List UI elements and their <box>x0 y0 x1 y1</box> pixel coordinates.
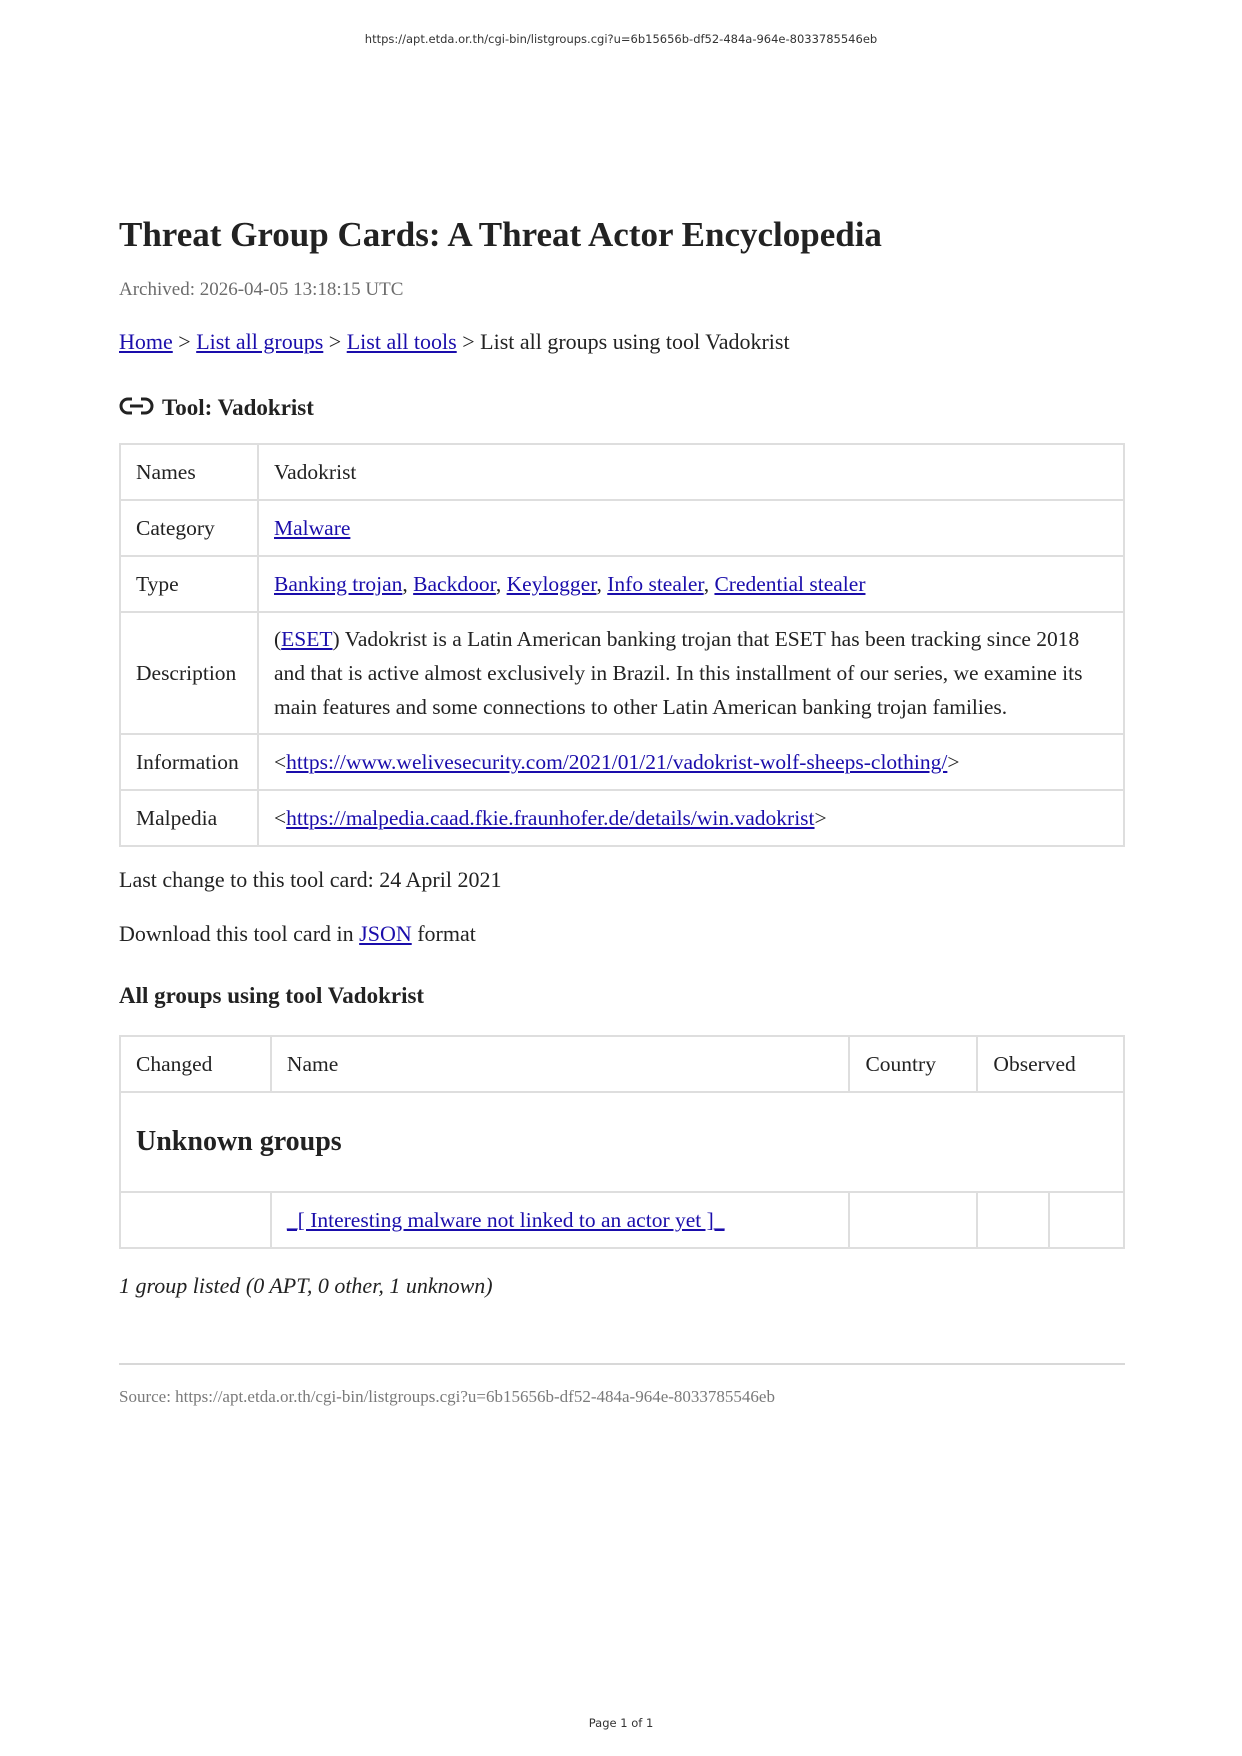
table-row <box>120 790 1124 846</box>
type-separator: , <box>596 572 602 596</box>
breadcrumb-home-link[interactable]: Home <box>119 329 173 354</box>
breadcrumb-separator: > <box>328 329 342 354</box>
category-malware-link[interactable]: Malware <box>274 516 351 540</box>
table-row <box>120 500 1124 556</box>
json-download-link[interactable]: JSON <box>359 921 412 946</box>
section-title-unknown-groups: Unknown groups <box>120 1092 1124 1192</box>
section-row <box>120 1092 1124 1192</box>
table-header-row <box>120 1036 1124 1092</box>
column-header-name: Name <box>271 1036 850 1092</box>
download-line <box>119 919 1125 949</box>
observed-cell <box>977 1192 1048 1248</box>
column-header-country: Country <box>849 1036 977 1092</box>
malpedia-link[interactable]: https://malpedia.caad.fkie.fraunhofer.de/details/win.vadokrist <box>286 806 815 830</box>
download-prefix: Download this tool card in <box>119 921 360 946</box>
malpedia-label: Malpedia <box>120 790 258 846</box>
type-link-keylogger[interactable]: Keylogger <box>506 572 597 596</box>
tool-card-table <box>119 443 1125 847</box>
groups-table <box>119 1035 1125 1249</box>
source-line: Source: https://apt.etda.or.th/cgi-bin/listgroups.cgi?u=6b15656b-df52-484a-964e-8033785546eb <box>119 1387 775 1406</box>
type-link-info-stealer[interactable]: Info stealer <box>607 572 704 596</box>
link-icon <box>119 397 154 415</box>
category-label: Category <box>120 500 258 556</box>
angle-close: > <box>947 750 960 774</box>
group-name-link[interactable]: _[ Interesting malware not linked to an actor yet ]_ <box>286 1208 725 1232</box>
groups-summary: 1 group listed (0 APT, 0 other, 1 unknown) <box>119 1273 493 1298</box>
table-row <box>120 612 1124 734</box>
page-number: Page 1 of 1 <box>588 1716 654 1730</box>
page-title: Threat Group Cards: A Threat Actor Encyclopedia <box>119 215 882 254</box>
changed-cell <box>120 1192 271 1248</box>
type-separator: , <box>495 572 502 596</box>
page-content <box>119 212 1125 1409</box>
information-link[interactable]: https://www.welivesecurity.com/2021/01/21/vadokrist-wolf-sheeps-clothing/ <box>286 750 948 774</box>
description-source-link[interactable]: ESET <box>281 627 333 651</box>
information-cell <box>258 734 1124 790</box>
breadcrumb <box>119 327 1125 357</box>
malpedia-cell <box>258 790 1124 846</box>
breadcrumb-list-tools-link[interactable]: List all tools <box>346 329 457 354</box>
groups-heading: All groups using tool Vadokrist <box>119 983 425 1008</box>
angle-open: < <box>274 750 287 774</box>
description-label: Description <box>120 612 258 734</box>
breadcrumb-current: List all groups using tool Vadokrist <box>480 329 790 354</box>
type-separator: , <box>402 572 408 596</box>
table-row <box>120 444 1124 500</box>
column-header-observed: Observed <box>977 1036 1124 1092</box>
last-change: Last change to this tool card: 24 April 2021 <box>119 867 502 892</box>
type-link-backdoor[interactable]: Backdoor <box>413 572 496 596</box>
description-text: Vadokrist is a Latin American banking trojan that ESET has been tracking since 2018 and that is active almost exclusively in Brazil. In this installment of our series, we examine its main features and some connections to other Latin American banking trojan families. <box>274 627 1083 719</box>
type-link-banking-trojan[interactable]: Banking trojan <box>274 572 403 596</box>
type-link-credential-stealer[interactable]: Credential stealer <box>714 572 866 596</box>
column-header-changed: Changed <box>120 1036 271 1092</box>
breadcrumb-separator: > <box>178 329 191 354</box>
table-row <box>120 1192 1124 1248</box>
table-row <box>120 734 1124 790</box>
paren-open: ( <box>274 627 282 651</box>
information-label: Information <box>120 734 258 790</box>
type-separator: , <box>703 572 710 596</box>
name-cell <box>271 1192 850 1248</box>
names-label: Names <box>120 444 258 500</box>
divider <box>119 1363 1125 1365</box>
download-suffix: format <box>411 921 476 946</box>
type-cell <box>258 556 1124 612</box>
paren-close: ) <box>332 627 340 651</box>
description-cell <box>258 612 1124 734</box>
table-row <box>120 556 1124 612</box>
country-cell <box>849 1192 977 1248</box>
type-label: Type <box>120 556 258 612</box>
breadcrumb-list-groups-link[interactable]: List all groups <box>196 329 324 354</box>
archived-timestamp: Archived: 2026-04-05 13:18:15 UTC <box>119 279 404 300</box>
tool-heading-text: Tool: Vadokrist <box>162 395 314 420</box>
tool-heading <box>119 393 1125 423</box>
print-header-url: https://apt.etda.or.th/cgi-bin/listgroups.cgi?u=6b15656b-df52-484a-964e-8033785546eb <box>364 32 878 46</box>
breadcrumb-separator: > <box>462 329 475 354</box>
names-value: Vadokrist <box>258 444 1124 500</box>
empty-cell <box>1049 1192 1125 1248</box>
angle-open: < <box>274 806 287 830</box>
angle-close: > <box>814 806 827 830</box>
category-cell <box>258 500 1124 556</box>
